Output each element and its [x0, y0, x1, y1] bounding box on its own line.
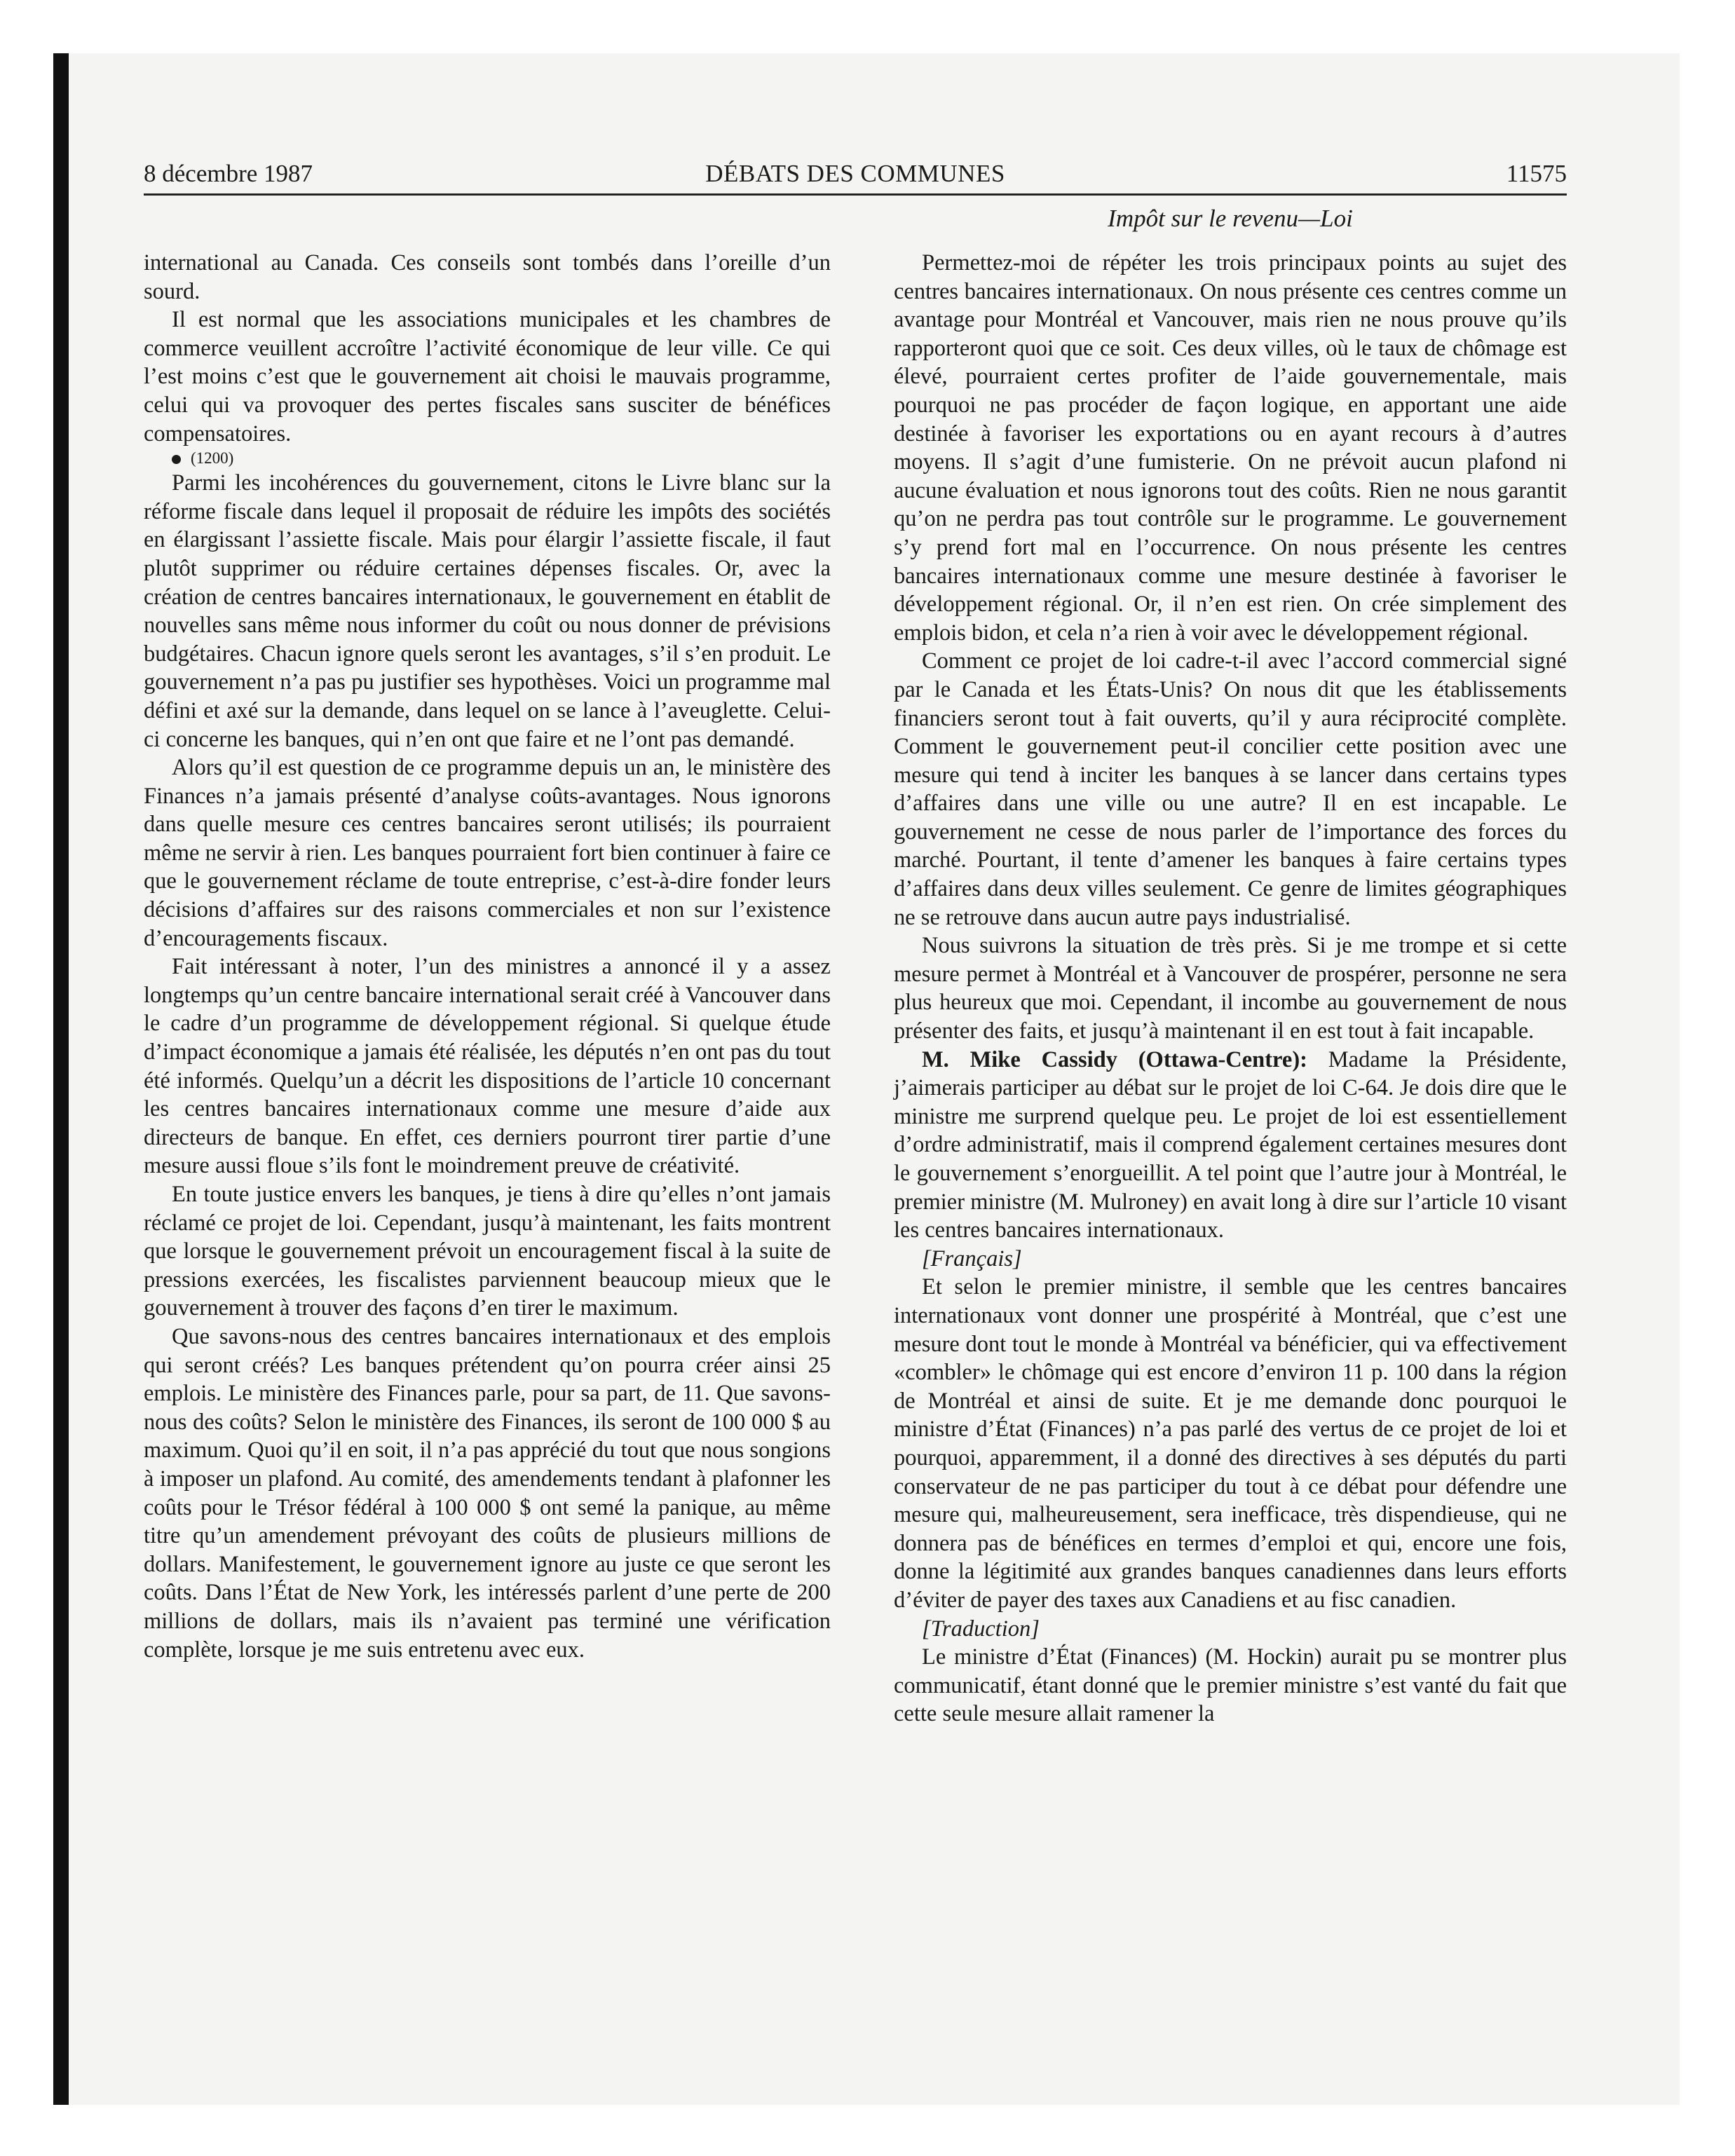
paragraph: En toute justice envers les banques, je tiens à dire qu’elles n’ont jamais réclamé ce projet de loi. Cependant, jusqu’à maintenant, les faits montrent que lorsque le gouvernement prévoit un encouragement fiscal à la suite de pressions exercées, les fiscalistes parviennent beaucoup mieux que le gouvernement à trouver des façons d’en tirer le maximum. — [144, 1182, 831, 1321]
paragraph: international au Canada. Ces conseils sont tombés dans l’oreille d’un sourd. — [144, 250, 831, 304]
speech-text: Madame la Présidente, j’aimerais participer au débat sur le projet de loi C-64. Je dois dire que le ministre me surprend quelque peu. Le projet de loi est essentiellement d’ordre administratif, mais il comprend également certaines mesures dont le gouvernement s’enorgueillit. A tel point que l’autre jour à Montréal, le premier ministre (M. Mulroney) en avait long à dire sur l’article 10 visant les centres bancaires internationaux. — [894, 1046, 1567, 1243]
paragraph: Permettez-moi de répéter les trois principaux points au sujet des centres bancaires internationaux. On nous présente ces centres comme un avantage pour Montréal et Vancouver, mais rien ne nous prouve qu’ils rapporteront quoi que ce soit. Ces deux villes, où le taux de chômage est élevé, pourraient certes profiter de l’aide gouvernementale, mais pourquoi ne pas procéder de façon logique, en apportant une aide destinée à favoriser les exportations ou en ayant recours à d’autres moyens. Il s’agit d’une fumisterie. On ne prévoit aucun plafond ni aucune évaluation et nous ignorons tout des coûts. Rien ne nous garantit qu’on ne perdra pas tout contrôle sur le programme. Le gouvernement s’y prend fort mal en l’occurrence. On nous présente les centres bancaires internationaux comme une mesure destinée à favoriser le développement régional. Or, il n’en est rien. On crée simplement des emplois bidon, et cela n’a rien à voir avec le développement régional. — [894, 250, 1567, 646]
paragraph: Alors qu’il est question de ce programme depuis un an, le ministère des Finances n’a jamais présenté d’analyse coûts-avantages. Nous ignorons dans quelle mesure ces centres bancaires seront utilisés; ils pourraient même ne servir à rien. Les banques pourraient fort bien continuer à faire ce que le gouvernement réclame de toute entreprise, c’est-à-dire fonder leurs décisions d’affaires sur des raisons commerciales et non sur l’existence d’encouragements fiscaux. — [144, 755, 831, 951]
right-column — [894, 249, 1567, 1728]
language-tag: [Français] — [922, 1246, 1022, 1271]
paragraph: Que savons-nous des centres bancaires internationaux et des emplois qui seront créés? Les banques prétendent qu’on pourra créer ainsi 25 emplois. Le ministère des Finances parle, pour sa part, de 11. Que savons-nous des coûts? Selon le ministère des Finances, ils seront de 100 000 $ au maximum. Quoi qu’il en soit, il n’a pas apprécié du tout que nous songions à imposer un plafond. Au comité, des amendements tendant à plafonner les coûts pour le Trésor fédéral à 100 000 $ ont semé la panique, au même titre qu’un amendement prévoyant des coûts de plusieurs millions de dollars. Manifestement, le gouvernement ignore au juste ce que seront les coûts. Dans l’État de New York, les intéressés parlent d’une perte de 200 millions de dollars, mais ils n’avaient pas terminé une vérification complète, lorsque je me suis entretenu avec eux. — [144, 1323, 831, 1663]
paragraph: Fait intéressant à noter, l’un des ministres a annoncé il y a assez longtemps qu’un centre bancaire international serait créé à Vancouver dans le cadre d’un programme de développement régional. Si quelque étude d’impact économique a jamais été réalisée, les députés n’en ont pas du tout été informés. Quelqu’un a décrit les dispositions de l’article 10 concernant les centres bancaires internationaux comme une mesure d’aide aux directeurs de banque. En effet, ces derniers pourront tirer partie d’une mesure aussi floue s’ils font le moindrement preuve de créativité. — [144, 954, 831, 1179]
paragraph: Il est normal que les associations municipales et les chambres de commerce veuillent accroître l’activité économique de leur ville. Ce qui l’est moins c’est que le gouvernement ait choisi le mauvais programme, celui qui va provoquer des pertes fiscales sans susciter de bénéfices compensatoires. — [144, 307, 831, 446]
time-marker-text: (1200) — [191, 449, 234, 468]
language-tag: [Traduction] — [922, 1616, 1040, 1642]
bullet-icon — [172, 455, 181, 464]
left-column — [144, 249, 831, 1664]
binding-edge — [53, 53, 69, 2105]
header-date: 8 décembre 1987 — [144, 160, 313, 187]
header-publication: DÉBATS DES COMMUNES — [705, 160, 1005, 187]
paragraph: Le ministre d’État (Finances) (M. Hockin) aurait pu se montrer plus communicatif, étant donné que le premier ministre s’est vanté du fait que cette seule mesure allait ramener la — [894, 1644, 1567, 1727]
paragraph: Et selon le premier ministre, il semble que les centres bancaires internationaux vont donner une prospérité à Montréal, que c’est une mesure dont tout le monde à Montréal va bénéficier, qui va effectivement «combler» le chômage qui est encore d’environ 11 p. 100 dans la région de Montréal et ainsi de suite. Et je me demande donc pourquoi le ministre d’État (Finances) n’a pas parlé des vertus de ce projet de loi et pourquoi, apparemment, il a donné des directives à ses députés du parti conservateur de ne pas participer du tout à ce débat pour défendre une mesure qui, malheureusement, sera inefficace, très dispendieuse, qui ne donnera pas de bénéfices en termes d’emploi et qui, encore une fois, donne la légitimité aux grandes banques canadiennes dans leurs efforts d’éviter de payer des taxes aux Canadiens et au fisc canadien. — [894, 1274, 1567, 1613]
time-marker — [144, 448, 831, 469]
paragraph: Nous suivrons la situation de très près. Si je me trompe et si cette mesure permet à Montréal et à Vancouver de prospérer, personne ne sera plus heureux que moi. Cependant, il incombe au gouvernement de nous présenter des faits, et jusqu’à maintenant il en est tout à fait incapable. — [894, 933, 1567, 1044]
running-head — [144, 157, 1567, 196]
speaker-name: M. Mike Cassidy (Ottawa-Centre): — [922, 1046, 1307, 1072]
paragraph: Parmi les incohérences du gouvernement, citons le Livre blanc sur la réforme fiscale dans lequel il proposait de réduire les impôts des sociétés en élargissant l’assiette fiscale. Mais pour élargir l’assiette fiscale, il faut plutôt supprimer ou réduire certaines dépenses fiscales. Or, avec la création de centres bancaires internationaux, le gouvernement en établit de nouvelles sans même nous informer du coût ou nous donner de prévisions budgétaires. Chacun ignore quels seront les avantages, s’il s’en produit. Le gouvernement n’a pas pu justifier ses hypothèses. Voici un programme mal défini et axé sur la demande, dans lequel on se lance à l’aveuglette. Celui-ci concerne les banques, qui n’en ont que faire et ne l’ont pas demandé. — [144, 470, 831, 752]
section-title: Impôt sur le revenu—Loi — [1108, 205, 1353, 232]
paragraph: Comment ce projet de loi cadre-t-il avec l’accord commercial signé par le Canada et les États-Unis? On nous dit que les établissements financiers seront tout à fait ouverts, qu’il y aura réciprocité complète. Comment le gouvernement peut-il concilier cette position avec une mesure qui tend à inciter les banques à se lancer dans certains types d’affaires dans une ville ou une autre? Il en est incapable. Le gouvernement ne cesse de nous parler de l’importance des forces du marché. Pourtant, il tente d’amener les banques à faire certains types d’affaires dans deux villes seulement. Ce genre de limites géographiques ne se retrouve dans aucun autre pays industrialisé. — [894, 648, 1567, 930]
header-page-number: 11575 — [1506, 160, 1567, 187]
paragraph — [894, 1046, 1567, 1245]
